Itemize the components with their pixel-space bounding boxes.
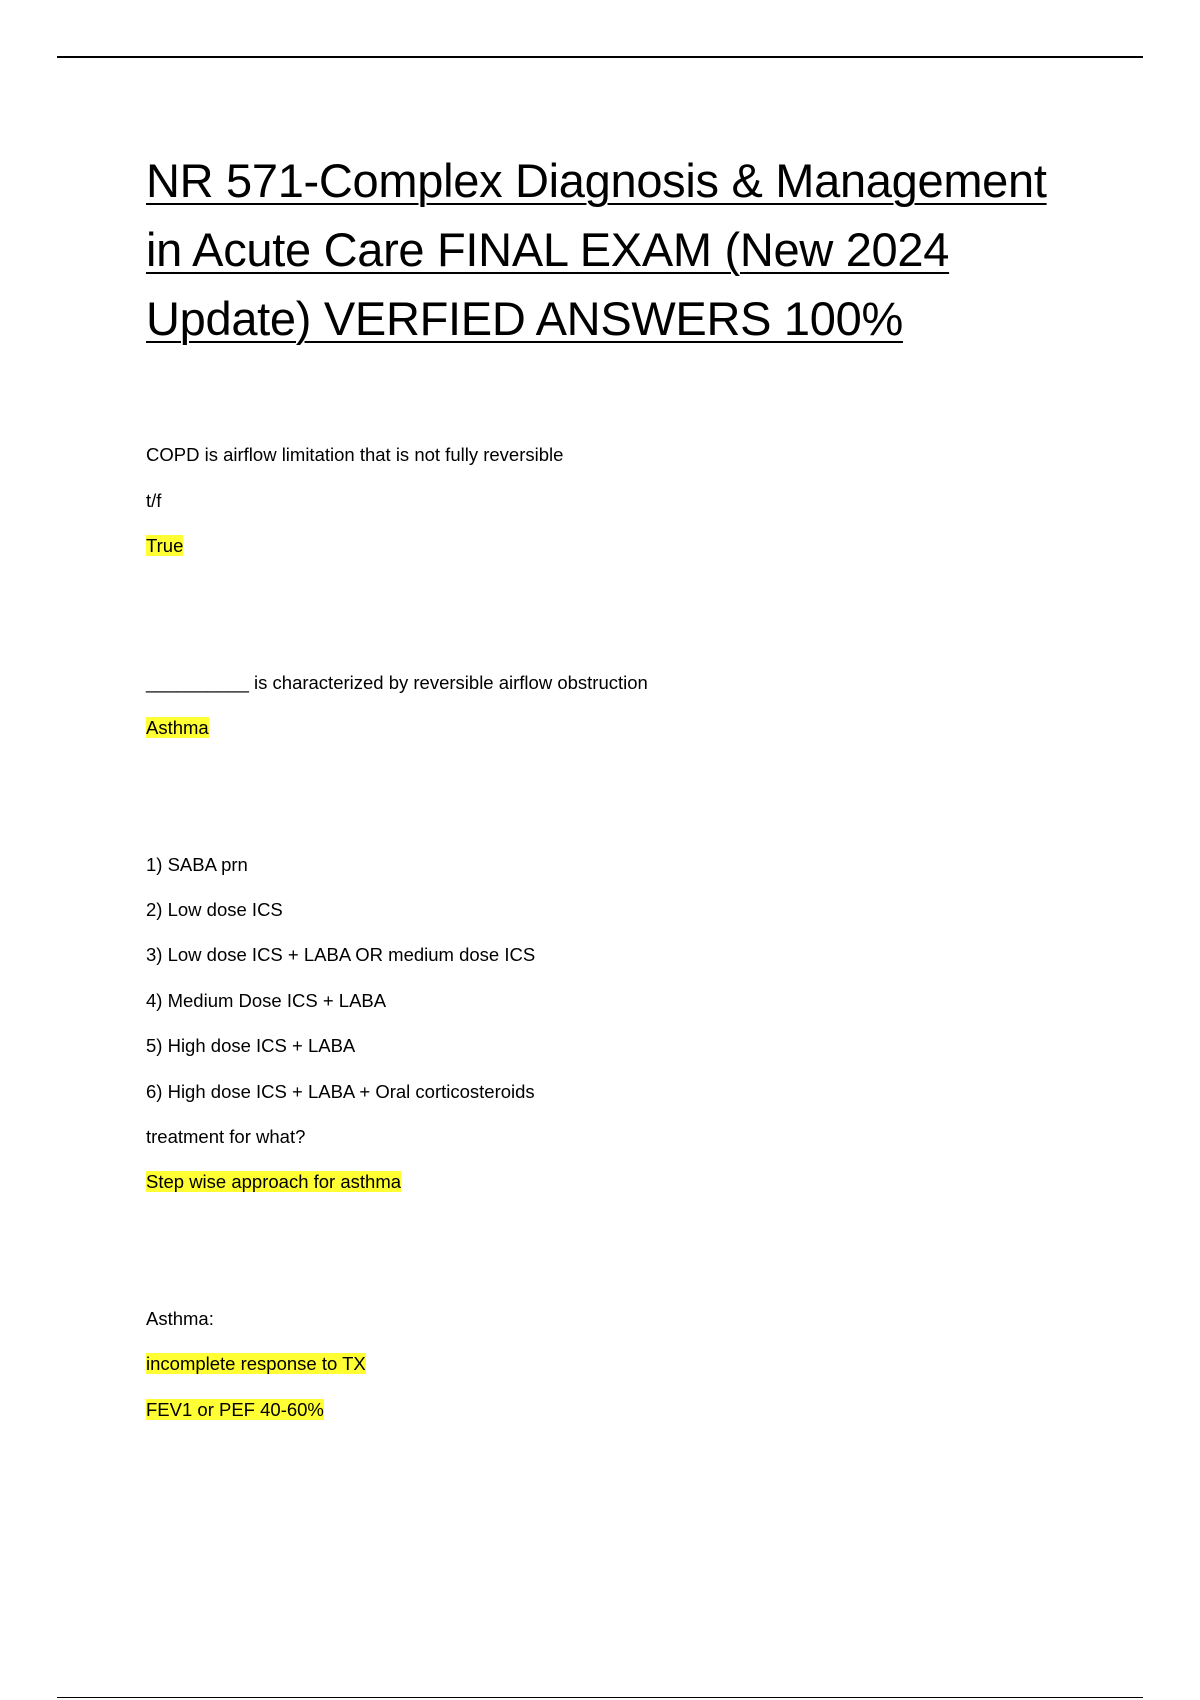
answer-text bbox=[146, 1398, 324, 1422]
question-text: 4) Medium Dose ICS + LABA bbox=[146, 990, 387, 1011]
title-line: in Acute Care FINAL EXAM (New 2024 bbox=[146, 223, 950, 276]
question-text: 3) Low dose ICS + LABA OR medium dose ICS bbox=[146, 944, 536, 965]
question-text: treatment for what? bbox=[146, 1126, 306, 1147]
bottom-rule bbox=[57, 1697, 1143, 1698]
title-line: NR 571-Complex Diagnosis & Management bbox=[146, 154, 1047, 207]
answer-text bbox=[146, 1170, 401, 1194]
question-text: __________ is characterized by reversible airflow obstruction bbox=[146, 672, 648, 693]
question-text: 2) Low dose ICS bbox=[146, 899, 283, 920]
answer-text bbox=[146, 534, 183, 558]
answer-text bbox=[146, 1352, 366, 1376]
answer-highlight: Step wise approach for asthma bbox=[146, 1171, 402, 1192]
question-text: 1) SABA prn bbox=[146, 854, 248, 875]
answer-highlight: True bbox=[146, 535, 184, 556]
question-text: Asthma: bbox=[146, 1308, 214, 1329]
answer-highlight: incomplete response to TX bbox=[146, 1353, 366, 1374]
document-title bbox=[146, 146, 1106, 353]
top-rule bbox=[57, 56, 1143, 58]
question-text: 6) High dose ICS + LABA + Oral corticosteroids bbox=[146, 1081, 535, 1102]
title-line: Update) VERFIED ANSWERS 100% bbox=[146, 292, 903, 345]
answer-highlight: Asthma bbox=[146, 717, 209, 738]
question-text: t/f bbox=[146, 490, 162, 511]
question-text: COPD is airflow limitation that is not fully reversible bbox=[146, 444, 564, 465]
answer-highlight: FEV1 or PEF 40-60% bbox=[146, 1399, 324, 1420]
answer-text bbox=[146, 716, 209, 740]
question-text: 5) High dose ICS + LABA bbox=[146, 1035, 356, 1056]
